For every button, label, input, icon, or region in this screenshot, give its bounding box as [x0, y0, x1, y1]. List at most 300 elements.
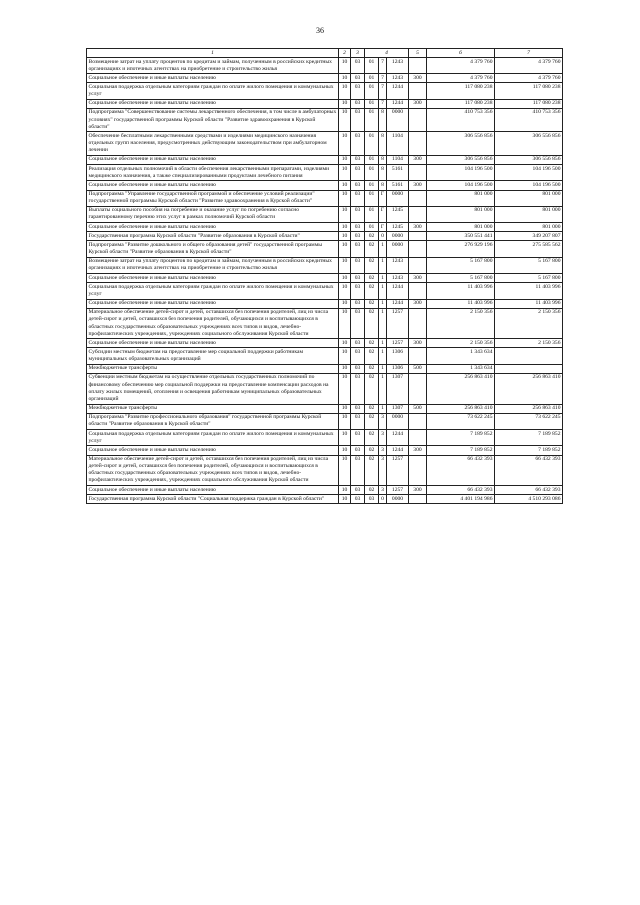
row-program: 02	[365, 308, 379, 339]
row-amount-col7: 801 000	[495, 190, 563, 206]
row-amount-col6: 276 929 196	[427, 241, 495, 257]
row-amount-col6: 11 403 996	[427, 299, 495, 308]
row-direction: 1244	[387, 283, 409, 299]
row-rz: 10	[339, 373, 351, 404]
column-header: 4	[365, 49, 409, 58]
row-pr: 03	[351, 430, 365, 446]
row-name: Обеспечение бесплатными лекарственными средствами и изделиями медицинского назначения отдельных групп населения, предусмотренных действующим законодательством при амбулаторном лечении	[87, 132, 339, 155]
row-direction: 1245	[387, 223, 409, 232]
row-subprogram: 8	[379, 181, 387, 190]
row-name: Субсидии местным бюджетам на предоставление мер социальной поддержки работникам муниципальных образовательных организаций	[87, 348, 339, 364]
row-rz: 10	[339, 257, 351, 273]
row-direction: 1243	[387, 74, 409, 83]
row-program: 01	[365, 132, 379, 155]
row-pr: 03	[351, 373, 365, 404]
table-row	[87, 308, 563, 339]
row-rz: 10	[339, 455, 351, 486]
row-rz: 10	[339, 190, 351, 206]
row-name: Социальное обеспечение и иные выплаты населению	[87, 446, 339, 455]
row-program: 01	[365, 58, 379, 74]
row-name: Государственная программа Курской области "Развитие образования в Курской области"	[87, 232, 339, 241]
row-subprogram: 8	[379, 155, 387, 164]
table-row	[87, 283, 563, 299]
row-rz: 10	[339, 486, 351, 495]
row-expense-type	[409, 190, 427, 206]
row-amount-col7: 7 189 852	[495, 430, 563, 446]
row-subprogram: 3	[379, 455, 387, 486]
table-row	[87, 58, 563, 74]
row-amount-col6: 4 379 760	[427, 58, 495, 74]
row-program: 03	[365, 495, 379, 504]
row-pr: 03	[351, 486, 365, 495]
row-direction: 1104	[387, 155, 409, 164]
row-rz: 10	[339, 348, 351, 364]
row-program: 02	[365, 373, 379, 404]
table-row	[87, 108, 563, 131]
row-amount-col6: 1 343 634	[427, 348, 495, 364]
row-pr: 03	[351, 257, 365, 273]
row-pr: 03	[351, 74, 365, 83]
table-row	[87, 455, 563, 486]
row-direction: 1243	[387, 274, 409, 283]
row-expense-type	[409, 108, 427, 131]
row-program: 01	[365, 190, 379, 206]
row-amount-col6: 117 080 238	[427, 83, 495, 99]
table-row	[87, 364, 563, 373]
table-row	[87, 430, 563, 446]
row-direction: 0000	[387, 413, 409, 429]
row-direction: 0000	[387, 108, 409, 131]
row-rz: 10	[339, 299, 351, 308]
row-rz: 10	[339, 339, 351, 348]
table-row	[87, 232, 563, 241]
row-expense-type: 300	[409, 299, 427, 308]
row-expense-type: 300	[409, 274, 427, 283]
table-row	[87, 241, 563, 257]
table-row	[87, 299, 563, 308]
row-subprogram: 1	[379, 283, 387, 299]
row-program: 01	[365, 165, 379, 181]
row-subprogram: 1	[379, 339, 387, 348]
budget-table	[86, 48, 563, 504]
row-expense-type: 500	[409, 404, 427, 413]
row-subprogram: 1	[379, 274, 387, 283]
row-name: Государственная программа Курской области "Социальная поддержка граждан в Курской области"	[87, 495, 339, 504]
row-expense-type	[409, 348, 427, 364]
table-row	[87, 155, 563, 164]
row-program: 02	[365, 283, 379, 299]
row-rz: 10	[339, 413, 351, 429]
row-rz: 10	[339, 83, 351, 99]
row-name: Возмещение затрат на уплату процентов по кредитам и займам, полученным в российских кредитных организациях и ипотечных агентствах на приобретение и строительство жилья	[87, 58, 339, 74]
column-header: 3	[351, 49, 365, 58]
row-direction: 1306	[387, 348, 409, 364]
row-direction: 0000	[387, 232, 409, 241]
row-name: Реализация отдельных полномочий в области обеспечения лекарственными препаратами, изделиями медицинского назначения, а также специализированными продуктами лечебного питания	[87, 165, 339, 181]
row-rz: 10	[339, 165, 351, 181]
row-rz: 10	[339, 495, 351, 504]
row-amount-col7	[495, 348, 563, 364]
row-amount-col6: 801 000	[427, 190, 495, 206]
row-pr: 03	[351, 339, 365, 348]
row-subprogram: 7	[379, 99, 387, 108]
row-direction: 1306	[387, 364, 409, 373]
row-rz: 10	[339, 206, 351, 222]
row-amount-col7: 256 863 410	[495, 404, 563, 413]
row-subprogram: 3	[379, 413, 387, 429]
row-expense-type: 300	[409, 486, 427, 495]
row-pr: 03	[351, 274, 365, 283]
row-pr: 03	[351, 190, 365, 206]
row-rz: 10	[339, 232, 351, 241]
row-subprogram: 7	[379, 58, 387, 74]
row-amount-col7: 2 150 356	[495, 339, 563, 348]
row-amount-col6: 306 556 856	[427, 132, 495, 155]
row-amount-col7: 306 556 856	[495, 132, 563, 155]
row-pr: 03	[351, 299, 365, 308]
row-expense-type	[409, 257, 427, 273]
row-direction: 5161	[387, 181, 409, 190]
row-amount-col7: 2 150 356	[495, 308, 563, 339]
row-amount-col6: 104 196 500	[427, 165, 495, 181]
row-name: Социальное обеспечение и иные выплаты населению	[87, 181, 339, 190]
row-expense-type	[409, 283, 427, 299]
row-expense-type	[409, 373, 427, 404]
row-subprogram: 8	[379, 108, 387, 131]
row-amount-col7: 306 556 856	[495, 155, 563, 164]
row-amount-col7: 117 080 238	[495, 99, 563, 108]
row-rz: 10	[339, 155, 351, 164]
row-rz: 10	[339, 108, 351, 131]
row-expense-type: 300	[409, 74, 427, 83]
row-name: Выплаты социального пособия на погребение и оказание услуг по погребению согласно гарантированному перечню этих услуг в рамках полномочий Курской области	[87, 206, 339, 222]
row-pr: 03	[351, 232, 365, 241]
row-expense-type: 300	[409, 223, 427, 232]
row-expense-type	[409, 455, 427, 486]
row-direction: 1244	[387, 430, 409, 446]
row-direction: 1244	[387, 446, 409, 455]
row-direction: 1244	[387, 299, 409, 308]
row-program: 02	[365, 413, 379, 429]
row-amount-col6: 801 000	[427, 223, 495, 232]
row-program: 01	[365, 206, 379, 222]
row-rz: 10	[339, 99, 351, 108]
row-subprogram: 0	[379, 495, 387, 504]
row-amount-col6: 801 000	[427, 206, 495, 222]
table-row	[87, 99, 563, 108]
table-row	[87, 132, 563, 155]
row-pr: 03	[351, 413, 365, 429]
row-subprogram: 8	[379, 165, 387, 181]
row-amount-col6: 7 189 852	[427, 446, 495, 455]
row-expense-type	[409, 206, 427, 222]
row-program: 02	[365, 241, 379, 257]
row-pr: 03	[351, 155, 365, 164]
row-amount-col6: 73 622 245	[427, 413, 495, 429]
row-amount-col7: 801 000	[495, 223, 563, 232]
row-amount-col6: 2 150 356	[427, 339, 495, 348]
row-pr: 03	[351, 99, 365, 108]
row-subprogram: 1	[379, 308, 387, 339]
row-direction: 1257	[387, 455, 409, 486]
row-expense-type	[409, 495, 427, 504]
row-program: 01	[365, 155, 379, 164]
row-program: 02	[365, 455, 379, 486]
row-subprogram: 3	[379, 446, 387, 455]
row-rz: 10	[339, 446, 351, 455]
column-header: 1	[87, 49, 339, 58]
row-program: 02	[365, 348, 379, 364]
row-amount-col7: 4 379 760	[495, 58, 563, 74]
row-amount-col7: 349 207 807	[495, 232, 563, 241]
row-name: Социальное обеспечение и иные выплаты населению	[87, 155, 339, 164]
row-amount-col7: 7 189 852	[495, 446, 563, 455]
row-direction: 1243	[387, 58, 409, 74]
table-row	[87, 74, 563, 83]
row-expense-type	[409, 165, 427, 181]
row-subprogram: 0	[379, 232, 387, 241]
row-rz: 10	[339, 132, 351, 155]
row-amount-col6: 66 432 393	[427, 455, 495, 486]
table-row	[87, 181, 563, 190]
row-amount-col6: 1 343 634	[427, 364, 495, 373]
row-rz: 10	[339, 74, 351, 83]
table-row	[87, 190, 563, 206]
row-program: 02	[365, 364, 379, 373]
row-subprogram: Г	[379, 206, 387, 222]
table-row	[87, 495, 563, 504]
row-amount-col7: 5 167 800	[495, 274, 563, 283]
row-amount-col7: 117 080 238	[495, 83, 563, 99]
table-row	[87, 223, 563, 232]
row-amount-col7: 256 863 410	[495, 373, 563, 404]
row-subprogram: 1	[379, 241, 387, 257]
row-name: Социальная поддержка отдельным категориям граждан по оплате жилого помещения и коммунальных услуг	[87, 83, 339, 99]
row-name: Социальное обеспечение и иные выплаты населению	[87, 339, 339, 348]
row-amount-col6: 7 189 852	[427, 430, 495, 446]
row-name: Материальное обеспечение детей-сирот и детей, оставшихся без попечения родителей, лиц из числа детей-сирот и детей, оставшихся без попечения родителей, обучающихся и воспитывающихся в областных государственных образовательных учреждениях всех типов и видов, лечебно-профилактических учреждениях, учреждениях социального обслуживания Курской области	[87, 455, 339, 486]
row-amount-col6: 256 863 410	[427, 404, 495, 413]
row-program: 01	[365, 83, 379, 99]
row-pr: 03	[351, 348, 365, 364]
row-amount-col7: 66 432 393	[495, 486, 563, 495]
row-amount-col7: 275 585 562	[495, 241, 563, 257]
row-amount-col7: 410 753 356	[495, 108, 563, 131]
row-direction: 0000	[387, 495, 409, 504]
row-program: 02	[365, 299, 379, 308]
row-rz: 10	[339, 58, 351, 74]
row-subprogram: 7	[379, 74, 387, 83]
row-direction: 1307	[387, 373, 409, 404]
row-amount-col6: 117 080 238	[427, 99, 495, 108]
row-expense-type	[409, 241, 427, 257]
column-header: 5	[409, 49, 427, 58]
row-pr: 03	[351, 108, 365, 131]
row-subprogram: 1	[379, 373, 387, 404]
row-amount-col6: 410 753 356	[427, 108, 495, 131]
row-name: Межбюджетные трансферты	[87, 364, 339, 373]
row-expense-type: 300	[409, 99, 427, 108]
table-row	[87, 206, 563, 222]
page-number: 36	[316, 26, 324, 35]
row-direction: 1257	[387, 308, 409, 339]
table-row	[87, 446, 563, 455]
row-expense-type	[409, 430, 427, 446]
row-amount-col7: 11 403 996	[495, 283, 563, 299]
row-name: Подпрограмма "Развитие профессионального образования" государственной программы Курской области "Развитие образования в Курской области"	[87, 413, 339, 429]
column-header: 2	[339, 49, 351, 58]
row-pr: 03	[351, 241, 365, 257]
row-rz: 10	[339, 274, 351, 283]
row-pr: 03	[351, 446, 365, 455]
row-name: Подпрограмма "Управление государственной программой и обеспечение условий реализации" государственной программы Курской области "Развитие здравоохранения в Курской области"	[87, 190, 339, 206]
row-subprogram: 1	[379, 299, 387, 308]
row-pr: 03	[351, 223, 365, 232]
row-expense-type	[409, 232, 427, 241]
row-amount-col6: 104 196 500	[427, 181, 495, 190]
row-direction: 0000	[387, 190, 409, 206]
row-name: Возмещение затрат на уплату процентов по кредитам и займам, полученным в российских кредитных организациях и ипотечных агентствах на приобретение и строительство жилья	[87, 257, 339, 273]
row-program: 02	[365, 257, 379, 273]
row-expense-type	[409, 308, 427, 339]
row-amount-col7: 73 622 245	[495, 413, 563, 429]
row-pr: 03	[351, 283, 365, 299]
row-name: Социальное обеспечение и иные выплаты населению	[87, 223, 339, 232]
table-row	[87, 348, 563, 364]
column-header: 6	[427, 49, 495, 58]
row-amount-col7: 4 379 760	[495, 74, 563, 83]
row-program: 01	[365, 181, 379, 190]
row-subprogram: 3	[379, 486, 387, 495]
table-row	[87, 274, 563, 283]
row-direction: 1244	[387, 83, 409, 99]
row-expense-type: 300	[409, 181, 427, 190]
row-name: Подпрограмма "Развитие дошкольного и общего образования детей" государственной программы Курской области "Развитие образования в Курской области"	[87, 241, 339, 257]
row-amount-col6: 66 432 393	[427, 486, 495, 495]
row-name: Социальная поддержка отдельным категориям граждан по оплате жилого помещения и коммунальных услуг	[87, 430, 339, 446]
row-amount-col6: 5 167 800	[427, 257, 495, 273]
row-expense-type	[409, 132, 427, 155]
row-direction: 0000	[387, 241, 409, 257]
row-program: 01	[365, 99, 379, 108]
row-program: 01	[365, 108, 379, 131]
row-amount-col6: 4 401 194 986	[427, 495, 495, 504]
row-program: 02	[365, 232, 379, 241]
row-name: Социальная поддержка отдельным категориям граждан по оплате жилого помещения и коммунальных услуг	[87, 283, 339, 299]
table-row	[87, 165, 563, 181]
row-amount-col6: 256 863 410	[427, 373, 495, 404]
row-expense-type	[409, 58, 427, 74]
row-direction: 1257	[387, 339, 409, 348]
row-program: 01	[365, 74, 379, 83]
row-program: 02	[365, 486, 379, 495]
column-header: 7	[495, 49, 563, 58]
row-program: 02	[365, 430, 379, 446]
row-name: Подпрограмма "Совершенствование системы лекарственного обеспечения, в том числе в амбулаторных условиях" государственной программы Курской области "Развитие здравоохранения в Курской области"	[87, 108, 339, 131]
row-direction: 1245	[387, 206, 409, 222]
row-subprogram: 7	[379, 83, 387, 99]
row-amount-col7: 104 196 500	[495, 165, 563, 181]
row-amount-col7: 5 167 800	[495, 257, 563, 273]
row-name: Материальное обеспечение детей-сирот и детей, оставшихся без попечения родителей, лиц из числа детей-сирот и детей, оставшихся без попечения родителей, обучающихся и воспитывающихся в областных государственных образовательных учреждениях всех типов и видов, лечебно-профилактических учреждениях, учреждениях социального обслуживания Курской области	[87, 308, 339, 339]
row-expense-type: 500	[409, 364, 427, 373]
row-pr: 03	[351, 308, 365, 339]
row-amount-col6: 4 379 760	[427, 74, 495, 83]
row-subprogram: 1	[379, 364, 387, 373]
row-name: Социальное обеспечение и иные выплаты населению	[87, 99, 339, 108]
row-pr: 03	[351, 181, 365, 190]
row-pr: 03	[351, 206, 365, 222]
row-name: Межбюджетные трансферты	[87, 404, 339, 413]
row-amount-col7	[495, 364, 563, 373]
table-row	[87, 404, 563, 413]
row-direction: 1104	[387, 132, 409, 155]
table-row	[87, 257, 563, 273]
table-row	[87, 339, 563, 348]
row-name: Социальное обеспечение и иные выплаты населению	[87, 274, 339, 283]
row-amount-col6: 11 403 996	[427, 283, 495, 299]
row-pr: 03	[351, 364, 365, 373]
row-pr: 03	[351, 404, 365, 413]
row-name: Субвенции местным бюджетам на осуществление отдельных государственных полномочий по финансовому обеспечению мер социальной поддержки на предоставление компенсации расходов на оплату жилых помещений, отопления и освещения работникам муниципальных образовательных организаций	[87, 373, 339, 404]
row-rz: 10	[339, 223, 351, 232]
row-expense-type: 300	[409, 339, 427, 348]
row-pr: 03	[351, 58, 365, 74]
row-program: 02	[365, 274, 379, 283]
row-direction: 1243	[387, 257, 409, 273]
row-amount-col7: 66 432 393	[495, 455, 563, 486]
row-program: 02	[365, 404, 379, 413]
row-rz: 10	[339, 430, 351, 446]
row-pr: 03	[351, 455, 365, 486]
table-row	[87, 413, 563, 429]
row-rz: 10	[339, 241, 351, 257]
row-rz: 10	[339, 308, 351, 339]
row-expense-type: 300	[409, 446, 427, 455]
row-rz: 10	[339, 364, 351, 373]
row-pr: 03	[351, 165, 365, 181]
row-name: Социальное обеспечение и иные выплаты населению	[87, 74, 339, 83]
row-subprogram: Г	[379, 190, 387, 206]
row-amount-col7: 4 510 293 086	[495, 495, 563, 504]
row-name: Социальное обеспечение и иные выплаты населению	[87, 299, 339, 308]
row-direction: 1307	[387, 404, 409, 413]
row-program: 02	[365, 339, 379, 348]
row-amount-col6: 350 551 441	[427, 232, 495, 241]
row-direction: 1257	[387, 486, 409, 495]
row-expense-type: 300	[409, 155, 427, 164]
row-pr: 03	[351, 132, 365, 155]
row-amount-col7: 11 403 996	[495, 299, 563, 308]
row-amount-col7: 104 196 500	[495, 181, 563, 190]
row-rz: 10	[339, 283, 351, 299]
table-header-row	[87, 49, 563, 58]
table-row	[87, 83, 563, 99]
row-subprogram: 8	[379, 132, 387, 155]
row-amount-col6: 306 556 856	[427, 155, 495, 164]
row-direction: 1244	[387, 99, 409, 108]
row-rz: 10	[339, 181, 351, 190]
row-name: Социальное обеспечение и иные выплаты населению	[87, 486, 339, 495]
row-subprogram: Г	[379, 223, 387, 232]
row-program: 02	[365, 446, 379, 455]
row-amount-col7: 801 000	[495, 206, 563, 222]
row-amount-col6: 5 167 800	[427, 274, 495, 283]
row-pr: 03	[351, 83, 365, 99]
row-amount-col6: 2 150 356	[427, 308, 495, 339]
row-subprogram: 1	[379, 348, 387, 364]
row-rz: 10	[339, 404, 351, 413]
